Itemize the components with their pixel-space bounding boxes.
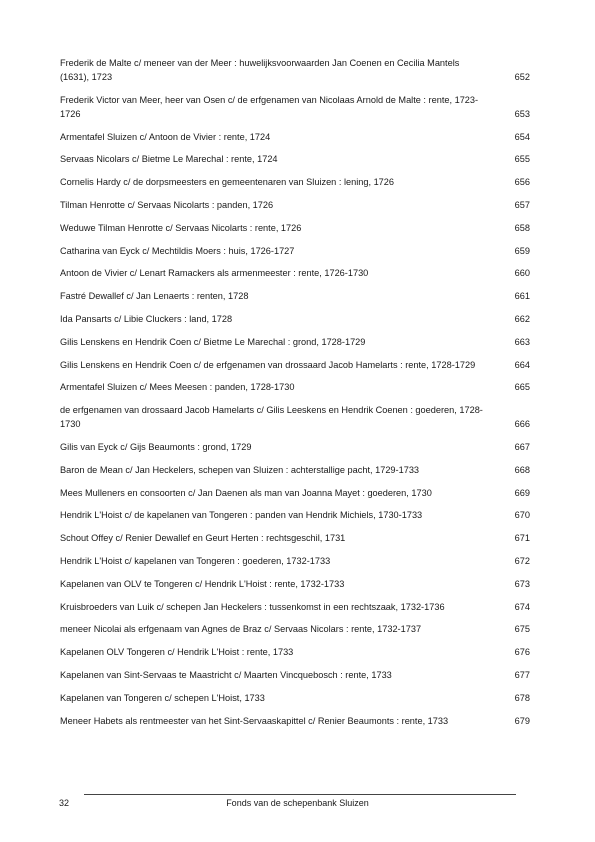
entry-number: 669: [514, 487, 530, 498]
list-item: [60, 508, 532, 522]
entry-title: Servaas Nicolars c/ Bietme Le Marechal : rente, 1724: [60, 154, 278, 165]
list-item: [60, 56, 532, 84]
entry-title: Weduwe Tilman Henrotte c/ Servaas Nicolarts : rente, 1726: [60, 222, 302, 233]
list-item: [60, 600, 532, 614]
list-item: [60, 152, 532, 166]
entry-number: 665: [514, 382, 530, 393]
entry-title: Kapelanen van Tongeren c/ schepen L'Hoist, 1733: [60, 692, 265, 703]
footer-divider: [84, 794, 516, 795]
list-item: [60, 198, 532, 212]
list-item: [60, 440, 532, 454]
entry-number: 652: [514, 72, 530, 82]
entry-number: 678: [514, 692, 530, 703]
entry-number: 661: [514, 291, 530, 302]
entry-number: 656: [514, 177, 530, 188]
list-item: [60, 130, 532, 144]
entry-number: 655: [514, 154, 530, 165]
page-number: 32: [59, 798, 70, 808]
list-item: [60, 486, 532, 500]
entry-number: 679: [514, 715, 530, 726]
list-item: [60, 554, 532, 568]
list-item: [60, 93, 532, 121]
list-item: [60, 645, 532, 659]
list-item: [60, 622, 532, 636]
entry-number: 663: [514, 336, 530, 347]
entry-number: 658: [514, 222, 530, 233]
list-item: [60, 380, 532, 394]
entry-title: Mees Mulleners en consoorten c/ Jan Daenen als man van Joanna Mayet : goederen, 1730: [60, 487, 432, 498]
list-item: [60, 531, 532, 545]
entry-number: 657: [514, 199, 530, 210]
entry-number: 664: [514, 359, 530, 370]
entry-title: Antoon de Vivier c/ Lenart Ramackers als armenmeester : rente, 1726-1730: [60, 268, 369, 279]
entry-title: Armentafel Sluizen c/ Mees Meesen : panden, 1728-1730: [60, 382, 295, 393]
list-item: [60, 312, 532, 326]
entry-title: Baron de Mean c/ Jan Heckelers, schepen van Sluizen : achterstallige pacht, 1729-1733: [60, 464, 420, 475]
entry-title: Kapelanen van Sint-Servaas te Maastricht c/ Maarten Vincquebosch : rente, 1733: [60, 669, 392, 680]
list-item: [60, 714, 532, 728]
entry-title: Kapelanen van OLV te Tongeren c/ Hendrik L'Hoist : rente, 1732-1733: [60, 578, 345, 589]
list-item: [60, 266, 532, 280]
entry-number: 666: [514, 419, 530, 430]
entry-number: 671: [514, 533, 530, 544]
entry-number: 674: [514, 601, 530, 612]
entry-number: 662: [514, 313, 530, 324]
entry-number: 677: [514, 669, 530, 680]
entry-title: meneer Nicolai als erfgenaam van Agnes de Braz c/ Servaas Nicolars : rente, 1732-1737: [60, 624, 422, 635]
entry-title: Armentafel Sluizen c/ Antoon de Vivier : rente, 1724: [60, 131, 271, 142]
entry-title: Catharina van Eyck c/ Mechtildis Moers : huis, 1726-1727: [60, 245, 295, 256]
entry-title: Kruisbroeders van Luik c/ schepen Jan Heckelers : tussenkomst in een rechtszaak, 1732-1736: [60, 601, 445, 612]
entry-number: 673: [514, 578, 530, 589]
list-item: [60, 175, 532, 189]
entry-title: Schout Offey c/ Renier Dewallef en Geurt Herten : rechtsgeschil, 1731: [60, 533, 346, 544]
entry-number: 670: [514, 510, 530, 521]
entry-title: Frederik de Malte c/ meneer van der Meer : huwelijksvoorwaarden Jan Coenen en Cecilia Mantels (1631), 1723: [60, 58, 460, 82]
entry-title: Gilis van Eyck c/ Gijs Beaumonts : grond, 1729: [60, 441, 252, 452]
footer-title: Fonds van de schepenbank Sluizen: [226, 798, 369, 808]
entry-number: 668: [514, 464, 530, 475]
list-item: [60, 358, 532, 372]
entry-title: Tilman Henrotte c/ Servaas Nicolarts : panden, 1726: [60, 199, 274, 210]
entry-title: Meneer Habets als rentmeester van het Sint-Servaaskapittel c/ Renier Beaumonts : rente, 1733: [60, 715, 449, 726]
list-item: [60, 335, 532, 349]
entry-title: Gilis Lenskens en Hendrik Coen c/ Bietme Le Marechal : grond, 1728-1729: [60, 336, 366, 347]
list-item: [60, 289, 532, 303]
list-item: [60, 221, 532, 235]
list-item: [60, 577, 532, 591]
entry-number: 667: [514, 441, 530, 452]
entry-title: de erfgenamen van drossaard Jacob Hamelarts c/ Gilis Leeskens en Hendrik Coenen : goederen, 1728-1730: [60, 405, 483, 430]
list-item: [60, 244, 532, 258]
list-item: [60, 668, 532, 682]
list-item: [60, 463, 532, 477]
entry-title: Gilis Lenskens en Hendrik Coen c/ de erfgenamen van drossaard Jacob Hamelarts : rente, 1728-1729: [60, 359, 476, 370]
entry-title: Hendrik L'Hoist c/ de kapelanen van Tongeren : panden van Hendrik Michiels, 1730-1733: [60, 510, 423, 521]
entry-list: [60, 56, 532, 736]
entry-number: 660: [514, 268, 530, 279]
entry-title: Frederik Victor van Meer, heer van Osen c/ de erfgenamen van Nicolaas Arnold de Malte : rente, 1723-1726: [60, 94, 479, 119]
entry-number: 672: [514, 555, 530, 566]
entry-number: 653: [514, 108, 530, 119]
entry-number: 659: [514, 245, 530, 256]
entry-title: Fastré Dewallef c/ Jan Lenaerts : renten, 1728: [60, 291, 249, 302]
entry-number: 654: [514, 131, 530, 142]
entry-title: Hendrik L'Hoist c/ kapelanen van Tongeren : goederen, 1732-1733: [60, 555, 331, 566]
list-item: [60, 403, 532, 431]
entry-title: Kapelanen OLV Tongeren c/ Hendrik L'Hoist : rente, 1733: [60, 647, 294, 658]
list-item: [60, 691, 532, 705]
entry-title: Cornelis Hardy c/ de dorpsmeesters en gemeentenaren van Sluizen : lening, 1726: [60, 177, 395, 188]
entry-number: 676: [514, 647, 530, 658]
entry-title: Ida Pansarts c/ Libie Cluckers : land, 1728: [60, 313, 233, 324]
entry-number: 675: [514, 624, 530, 635]
